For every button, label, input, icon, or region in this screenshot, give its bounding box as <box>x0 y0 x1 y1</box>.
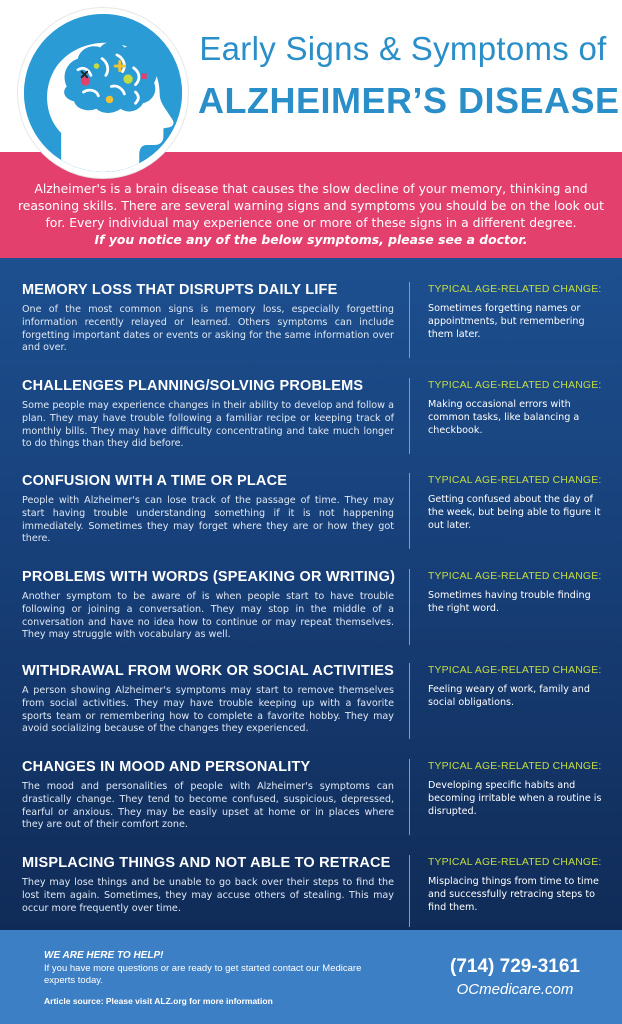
divider <box>409 378 410 454</box>
divider <box>409 759 410 835</box>
age-change-label: TYPICAL AGE-RELATED CHANGE: <box>428 665 602 676</box>
divider <box>409 282 410 358</box>
symptom-title: MISPLACING THINGS AND NOT ABLE TO RETRACE <box>22 855 391 871</box>
divider <box>409 473 410 549</box>
title-line-2: ALZHEIMER’S DISEASE <box>198 80 620 121</box>
age-change-text: Sometimes having trouble finding the right word. <box>428 590 591 614</box>
website-link[interactable]: OCmedicare.com <box>456 981 574 998</box>
divider <box>409 663 410 739</box>
age-change-text: Developing specific habits and becoming irritable when a routine is disrupted. <box>428 780 602 817</box>
title-line-1: Early Signs & Symptoms of <box>199 30 607 67</box>
age-change-text: Sometimes forgetting names or appointments, but remembering them later. <box>428 303 585 340</box>
symptom-description: Some people may experience changes in their ability to develop and follow a plan. They may have trouble following a familiar recipe or keeping track of monthly bills. They may have difficulty concentrating and take much longer to do things than they did before. <box>22 400 394 450</box>
symptom-description: They may lose things and be unable to go back over their steps to find the lost item again. Sometimes, they may accuse others of stealing. This may occur more frequently over time. <box>22 877 394 914</box>
symptom-title: CHALLENGES PLANNING/SOLVING PROBLEMS <box>22 378 364 394</box>
symptom-description: The mood and personalities of people with Alzheimer's symptoms can drastically change. They tend to become confused, suspicious, depressed, fearful or anxious. They may be easily upset at home or in places where they are out of their comfort zone. <box>22 781 394 831</box>
brain-head-icon <box>18 8 188 178</box>
header <box>0 0 622 152</box>
article-source: Article source: Please visit ALZ.org for more information <box>44 996 273 1006</box>
divider <box>409 569 410 645</box>
symptom-title: CHANGES IN MOOD AND PERSONALITY <box>22 759 311 775</box>
help-heading: WE ARE HERE TO HELP! <box>44 950 164 961</box>
symptoms-section <box>0 258 622 930</box>
age-change-label: TYPICAL AGE-RELATED CHANGE: <box>428 571 602 582</box>
symptom-title: MEMORY LOSS THAT DISRUPTS DAILY LIFE <box>22 282 338 298</box>
age-change-label: TYPICAL AGE-RELATED CHANGE: <box>428 761 602 772</box>
age-change-text: Feeling weary of work, family and social obligations. <box>428 684 590 708</box>
age-change-text: Getting confused about the day of the week, but being able to figure it out later. <box>428 494 601 531</box>
divider <box>409 855 410 927</box>
intro-call-to-action: If you notice any of the below symptoms, please see a doctor. <box>94 232 528 247</box>
phone-number[interactable]: (714) 729-3161 <box>450 956 580 977</box>
symptom-description: People with Alzheimer's can lose track of the passage of time. They may start having trouble understanding something if it is not happening immediately. Sometimes they may forget where they are or how they got there. <box>22 495 394 545</box>
intro-text: Alzheimer's is a brain disease that causes the slow decline of your memory, thinking and reasoning skills. There are several warning signs and symptoms you should be on the look out for. Every individual may experience one or more of these signs in a different degree. <box>17 181 605 230</box>
age-change-label: TYPICAL AGE-RELATED CHANGE: <box>428 475 602 486</box>
age-change-text: Making occasional errors with common tasks, like balancing a checkbook. <box>428 399 580 436</box>
age-change-label: TYPICAL AGE-RELATED CHANGE: <box>428 284 602 295</box>
footer <box>0 930 622 1024</box>
age-change-label: TYPICAL AGE-RELATED CHANGE: <box>428 857 602 868</box>
symptom-description: A person showing Alzheimer's symptoms may start to remove themselves from social activities. They may have trouble keeping up with a favorite sports team or remembering how to complete a favorite hobby. They may avoid socializing because of the changes they experienced. <box>22 685 394 735</box>
symptom-description: One of the most common signs is memory loss, especially forgetting information recently relayed or learned. Others symptoms can include forgetting important dates or events or asking for the same information over and over. <box>22 304 394 354</box>
age-change-text: Misplacing things from time to time and successfully retracing steps to find them. <box>428 876 599 913</box>
symptom-title: PROBLEMS WITH WORDS (SPEAKING OR WRITING) <box>22 569 396 585</box>
symptom-title: WITHDRAWAL FROM WORK OR SOCIAL ACTIVITIES <box>22 663 395 679</box>
help-text: If you have more questions or are ready to get started contact our Medicare experts today. <box>44 963 362 986</box>
symptom-title: CONFUSION WITH A TIME OR PLACE <box>22 473 288 489</box>
age-change-label: TYPICAL AGE-RELATED CHANGE: <box>428 380 602 391</box>
symptom-description: Another symptom to be aware of is when people start to have trouble following or joining a conversation. They may stop in the middle of a conversation and have no idea how to continue or may repeat themselves. They may struggle with vocabulary as well. <box>22 591 394 641</box>
